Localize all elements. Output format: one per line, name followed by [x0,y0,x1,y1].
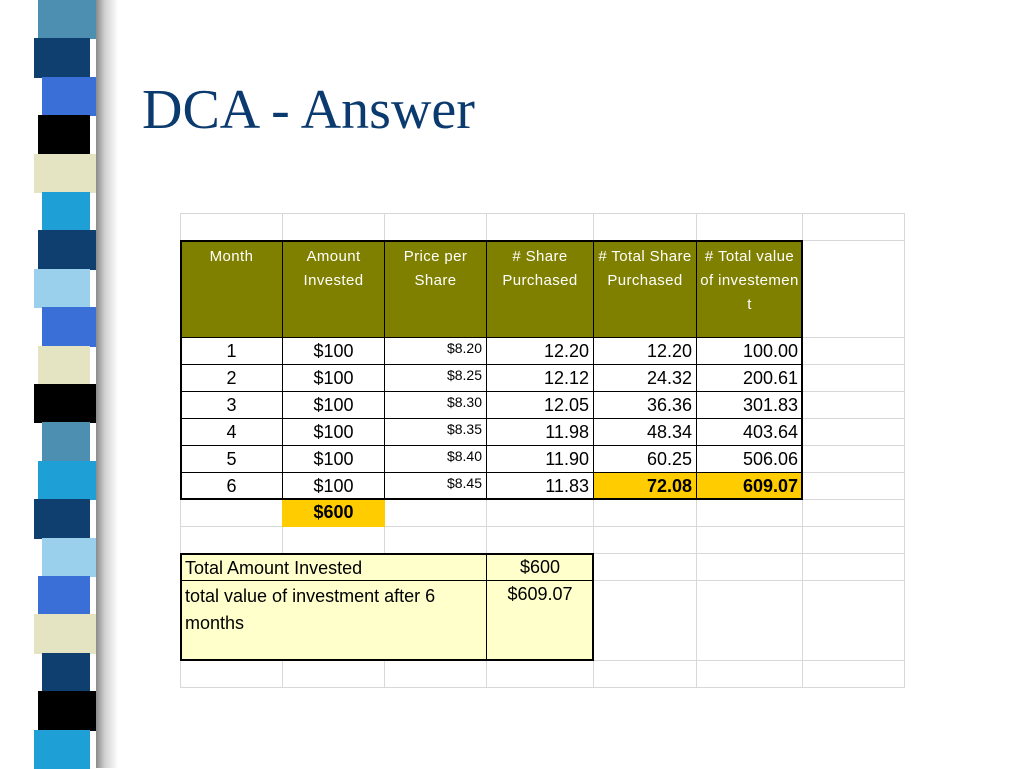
summary-total-invested-value: $600 [486,553,594,581]
grid-line-horizontal [180,687,905,688]
cell-amount: $100 [282,391,385,419]
cell-price: $8.45 [384,472,487,500]
cell-total-share: 12.20 [593,337,697,365]
strip-band [34,154,96,193]
cell-price: $8.20 [384,337,487,365]
header-total-value: # Total value of investement [696,240,803,338]
cell-total-share: 24.32 [593,364,697,392]
strip-band [42,653,90,692]
strip-band [42,192,90,231]
cell-month: 5 [180,445,283,473]
cell-price: $8.25 [384,364,487,392]
cell-month: 4 [180,418,283,446]
strip-band [38,691,96,730]
cell-price: $8.35 [384,418,487,446]
cell-price: $8.30 [384,391,487,419]
strip-band [34,384,96,423]
strip-band [34,269,90,308]
main-table-border [180,240,803,500]
cell-share: 11.83 [486,472,594,500]
cell-total-share: 72.08 [593,472,697,500]
cell-month: 3 [180,391,283,419]
cell-total-value: 301.83 [696,391,803,419]
cell-total-value: 403.64 [696,418,803,446]
header-price: Price per Share [384,240,487,338]
summary-total-value-value: $609.07 [486,580,594,661]
cell-amount: $100 [282,418,385,446]
grid-line-horizontal [180,213,905,214]
strip-band [42,307,96,346]
strip-band [38,461,96,500]
strip-band [38,346,90,385]
strip-band [42,422,90,461]
cell-share: 11.90 [486,445,594,473]
cell-amount: $100 [282,337,385,365]
strip-band [34,614,96,653]
strip-band [38,0,96,39]
cell-total-value: 506.06 [696,445,803,473]
cell-total-value: 200.61 [696,364,803,392]
cell-share: 11.98 [486,418,594,446]
cell-total-value: 100.00 [696,337,803,365]
cell-total-share: 60.25 [593,445,697,473]
strip-band [42,538,96,577]
strip-band [42,77,96,116]
header-month: Month [180,240,283,338]
summary-border [180,553,594,661]
cell-share: 12.20 [486,337,594,365]
summary-total-invested-label: Total Amount Invested [180,553,487,581]
summary-total-value-label: total value of investment after 6 months [180,580,487,661]
cell-total-value: 609.07 [696,472,803,500]
strip-band [34,38,90,77]
cell-month: 6 [180,472,283,500]
cell-amount: $100 [282,364,385,392]
spreadsheet [180,213,905,687]
strip-band [38,576,90,615]
grid-line-vertical [904,213,905,687]
strip-band [38,230,96,269]
cell-amount: $100 [282,472,385,500]
cell-amount-total: $600 [282,499,385,527]
cell-share: 12.12 [486,364,594,392]
strip-band [34,499,90,538]
header-total-share: # Total Share Purchased [593,240,697,338]
header-amount: Amount Invested [282,240,385,338]
cell-month: 2 [180,364,283,392]
cell-total-share: 36.36 [593,391,697,419]
strip-shadow [96,0,118,768]
decorative-strip [34,0,96,768]
cell-share: 12.05 [486,391,594,419]
strip-band [34,730,90,769]
slide-title: DCA - Answer [142,79,475,141]
strip-band [38,115,90,154]
cell-total-share: 48.34 [593,418,697,446]
cell-price: $8.40 [384,445,487,473]
cell-month: 1 [180,337,283,365]
header-share: # Share Purchased [486,240,594,338]
cell-amount: $100 [282,445,385,473]
